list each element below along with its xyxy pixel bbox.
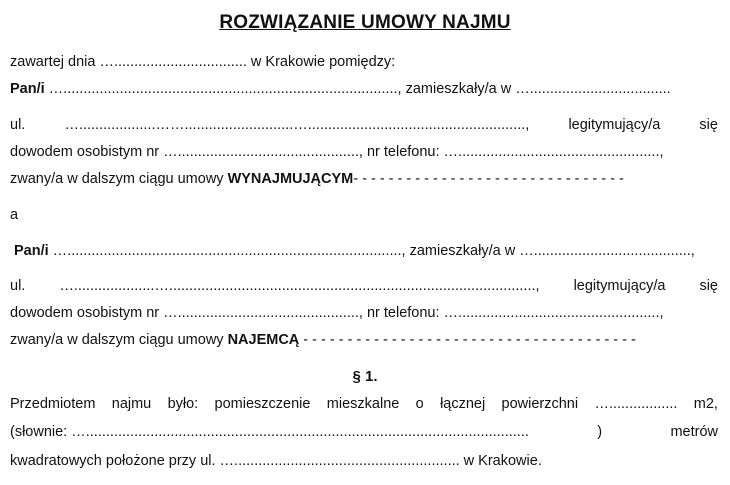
section1-line1 (10, 395, 718, 413)
s1-word: było: (167, 396, 199, 412)
s1-word: najmu (111, 396, 152, 412)
s1-word: pomieszczenie (214, 396, 311, 412)
s1-word: łącznej (440, 396, 486, 412)
party2-name-rest: …..................................................................................., zamieszkały/a w …......................................., (48, 243, 695, 259)
party2-role: NAJEMCĄ (227, 332, 300, 348)
s1-word: o (415, 396, 424, 412)
s1-word: powierzchni (501, 396, 579, 412)
party2-ul: ul. (10, 278, 26, 294)
s1-area-dots: …................. (594, 396, 678, 412)
party1-leg: legitymujący/a (568, 117, 661, 133)
party1-dashes: - - - - - - - - - - - - - - - - - - - - - - - - - - - - - - - (353, 171, 624, 187)
party1-id-line: dowodem osobistym nr …............................................., nr telefonu: ….................................................., (10, 144, 664, 160)
party1-ul-dots: …...................……...........................…......................................................, (64, 117, 530, 133)
party2-leg: legitymujący/a (573, 278, 666, 294)
intro-line: zawartej dnia …................................. w Krakowie pomiędzy: (10, 54, 396, 70)
party1-role: WYNAJMUJĄCYM (227, 171, 354, 187)
section-heading: § 1. (352, 368, 378, 385)
party1-name-line (10, 80, 718, 98)
s2-metrow: metrów (670, 424, 718, 440)
party2-sie: się (699, 278, 718, 294)
s1-unit: m2, (693, 396, 718, 412)
party2-name-label: Pan/i (14, 243, 49, 259)
party1-name-rest: …..................................................................................., zamieszkały/a w …................................... (44, 81, 671, 97)
party2-name-line (14, 242, 718, 260)
party2-ul-dots: …....................…..........................................................................................., (59, 278, 540, 294)
party2-role-line (10, 331, 718, 349)
party1-name-label: Pan/i (10, 81, 45, 97)
section1-line3: kwadratowych położone przy ul. …........................................................ w Krakowie. (10, 453, 542, 469)
party1-ul: ul. (10, 117, 26, 133)
party1-role-line (10, 170, 718, 188)
party1-role-text: zwany/a w dalszym ciągu umowy (10, 171, 228, 187)
s2-words: (słownie: ….............................................................................................................. (10, 424, 529, 440)
party2-id-line: dowodem osobistym nr …............................................., nr telefonu: ….................................................., (10, 305, 664, 321)
section1-line2 (10, 423, 718, 441)
and-word: a (10, 207, 19, 223)
party2-street-line (10, 277, 718, 295)
s2-paren: ) (597, 424, 603, 440)
party1-street-line (10, 116, 718, 134)
party2-role-text: zwany/a w dalszym ciągu umowy (10, 332, 228, 348)
party2-dashes: - - - - - - - - - - - - - - - - - - - - - - - - - - - - - - - - - - - - - - (299, 332, 636, 348)
s1-word: Przedmiotem (10, 396, 96, 412)
s1-word: mieszkalne (326, 396, 400, 412)
document-title: ROZWIĄZANIE UMOWY NAJMU (219, 12, 511, 33)
party1-sie: się (699, 117, 718, 133)
